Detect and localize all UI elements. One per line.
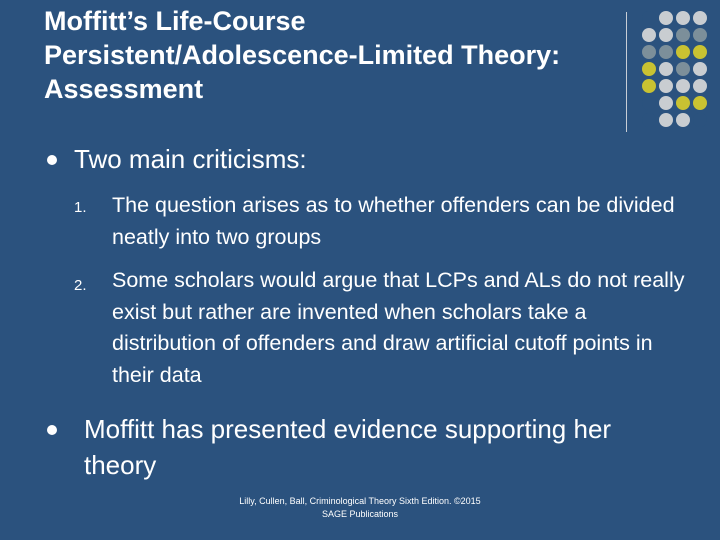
grid-dot xyxy=(693,96,707,110)
grid-dot xyxy=(676,45,690,59)
grid-dot xyxy=(659,62,673,76)
grid-dot xyxy=(659,28,673,42)
grid-dot xyxy=(693,62,707,76)
grid-dot xyxy=(659,45,673,59)
grid-dot xyxy=(659,11,673,25)
grid-dot xyxy=(693,45,707,59)
grid-dot xyxy=(642,113,656,127)
grid-dot xyxy=(693,79,707,93)
bullet-evidence: Moffitt has presented evidence supporting her theory xyxy=(84,414,612,480)
grid-dot xyxy=(693,113,707,127)
dot-grid-decoration xyxy=(642,11,718,131)
title-divider xyxy=(626,12,627,132)
grid-dot xyxy=(676,79,690,93)
grid-dot xyxy=(659,113,673,127)
grid-dot xyxy=(693,28,707,42)
item-number: 1. xyxy=(74,199,87,216)
grid-dot xyxy=(676,28,690,42)
grid-dot xyxy=(676,96,690,110)
bullet-criticisms: Two main criticisms: xyxy=(74,144,307,174)
grid-dot xyxy=(642,79,656,93)
grid-dot xyxy=(676,113,690,127)
grid-dot xyxy=(659,79,673,93)
grid-dot xyxy=(642,45,656,59)
grid-dot xyxy=(659,96,673,110)
grid-dot xyxy=(693,11,707,25)
grid-dot xyxy=(642,62,656,76)
grid-dot xyxy=(676,62,690,76)
bullet-dot xyxy=(47,425,57,435)
criticism-item: Some scholars would argue that LCPs and ALs do not really exist but rather are invented when scholars take a distribution of offenders and draw artificial cutoff points in their data xyxy=(112,268,685,387)
grid-dot xyxy=(676,11,690,25)
criticism-item: The question arises as to whether offenders can be divided neatly into two groups xyxy=(112,193,675,249)
grid-dot xyxy=(642,11,656,25)
grid-dot xyxy=(642,28,656,42)
grid-dot xyxy=(642,96,656,110)
bullet-dot xyxy=(47,155,57,165)
item-number: 2. xyxy=(74,277,87,294)
source-credit: Lilly, Cullen, Ball, Criminological Theory Sixth Edition. ©2015 SAGE Publications xyxy=(239,496,481,519)
slide-title: Moffitt’s Life-Course Persistent/Adolescence-Limited Theory: Assessment xyxy=(44,6,561,104)
